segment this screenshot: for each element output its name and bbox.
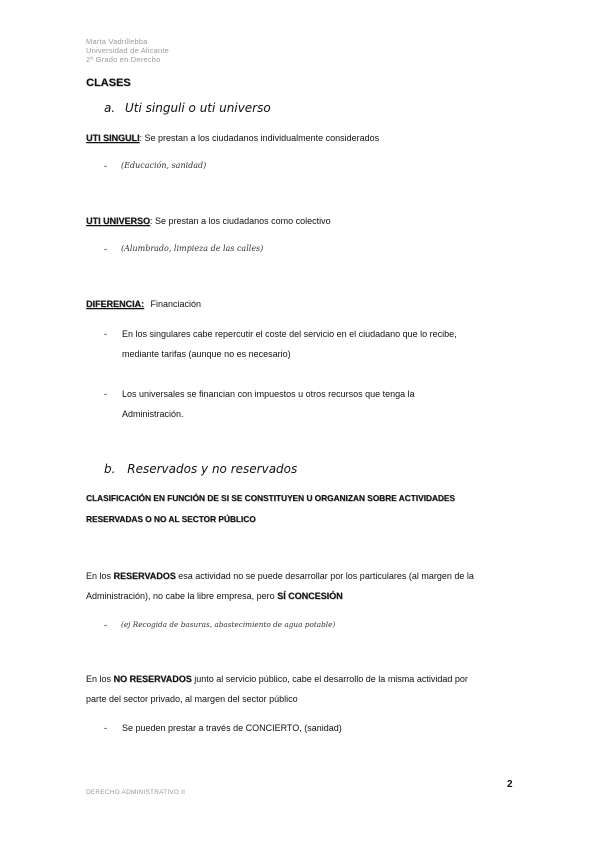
subheading-a: [104, 101, 271, 115]
section-title: CLASES: [86, 77, 131, 89]
bullet-1-line-1: En los singulares cabe repercutir el coste del servicio en el ciudadano que lo recibe,: [122, 329, 457, 339]
term-si-concesion: SÍ CONCESIÓN: [277, 591, 343, 601]
text-no-reservados: junto al servicio público, cabe el desarrollo de la misma actividad por: [191, 674, 468, 684]
term-uti-singuli: UTI SINGULI: [86, 133, 140, 143]
paragraph-reservados-line-1: [86, 571, 474, 581]
dash-bullet: -: [104, 620, 107, 630]
example-reservados: (ej Recogida de basuras, abastecimiento de agua potable): [121, 620, 336, 629]
text-uti-singuli: : Se prestan a los ciudadanos individualmente considerados: [139, 133, 380, 143]
paragraph-uti-singuli: [86, 133, 379, 143]
example-uti-universo: (Alumbrado, limpieza de las calles): [121, 244, 264, 253]
term-uti-universo: UTI UNIVERSO: [86, 216, 151, 226]
header-degree: 2º Grado en Derecho: [86, 55, 161, 64]
page-number: 2: [507, 779, 513, 790]
text-uti-universo: : Se prestan a los ciudadanos como colectivo: [150, 216, 331, 226]
text-reservados: esa actividad no se puede desarrollar por los particulares (al margen de la: [175, 571, 474, 581]
classification-line-2: RESERVADAS O NO AL SECTOR PÚBLICO: [86, 514, 256, 524]
paragraph-uti-universo: [86, 216, 331, 226]
bullet-2-line-2: Administración.: [122, 409, 184, 419]
paragraph-no-reservados-line-2: parte del sector privado, al margen del sector público: [86, 694, 298, 704]
term-reservados: RESERVADOS: [113, 571, 176, 581]
text-no-reservados-pre: En los: [86, 674, 114, 684]
paragraph-no-reservados-line-1: [86, 674, 468, 684]
paragraph-reservados-line-2: [86, 591, 343, 601]
text-reservados-line-2: Administración), no cabe la libre empresa, pero: [86, 591, 278, 601]
footer-course: DERECHO ADMINISTRATIVO II: [86, 789, 186, 796]
text-reservados-pre: En los: [86, 571, 114, 581]
header-author: Marta Vadrillebba: [86, 37, 148, 46]
dash-bullet: -: [104, 161, 107, 171]
term-no-reservados: NO RESERVADOS: [113, 674, 192, 684]
classification-line-1: CLASIFICACIÓN EN FUNCIÓN DE SI SE CONSTITUYEN U ORGANIZAN SOBRE ACTIVIDADES: [86, 493, 455, 503]
subheading-b-letter: b.: [104, 462, 116, 476]
dash-bullet: -: [104, 723, 107, 733]
dash-bullet: -: [104, 244, 107, 254]
subheading-a-text: Uti singuli o uti universo: [125, 101, 271, 115]
dash-bullet: -: [104, 329, 107, 339]
dash-bullet: -: [104, 389, 107, 399]
paragraph-diferencia: [86, 299, 201, 309]
example-uti-singuli: (Educación, sanidad): [121, 161, 207, 170]
subheading-b: [104, 462, 297, 476]
text-diferencia: Financiación: [150, 299, 202, 309]
term-diferencia: DIFERENCIA:: [86, 299, 144, 309]
bullet-2-line-1: Los universales se financian con impuestos u otros recursos que tenga la: [122, 389, 415, 399]
subheading-a-letter: a.: [104, 101, 116, 115]
bullet-1-line-2: mediante tarifas (aunque no es necesario): [122, 349, 291, 359]
header-university: Universidad de Alicante: [86, 46, 169, 55]
subheading-b-text: Reservados y no reservados: [127, 462, 298, 476]
bullet-concierto: Se pueden prestar a través de CONCIERTO, (sanidad): [122, 723, 342, 733]
